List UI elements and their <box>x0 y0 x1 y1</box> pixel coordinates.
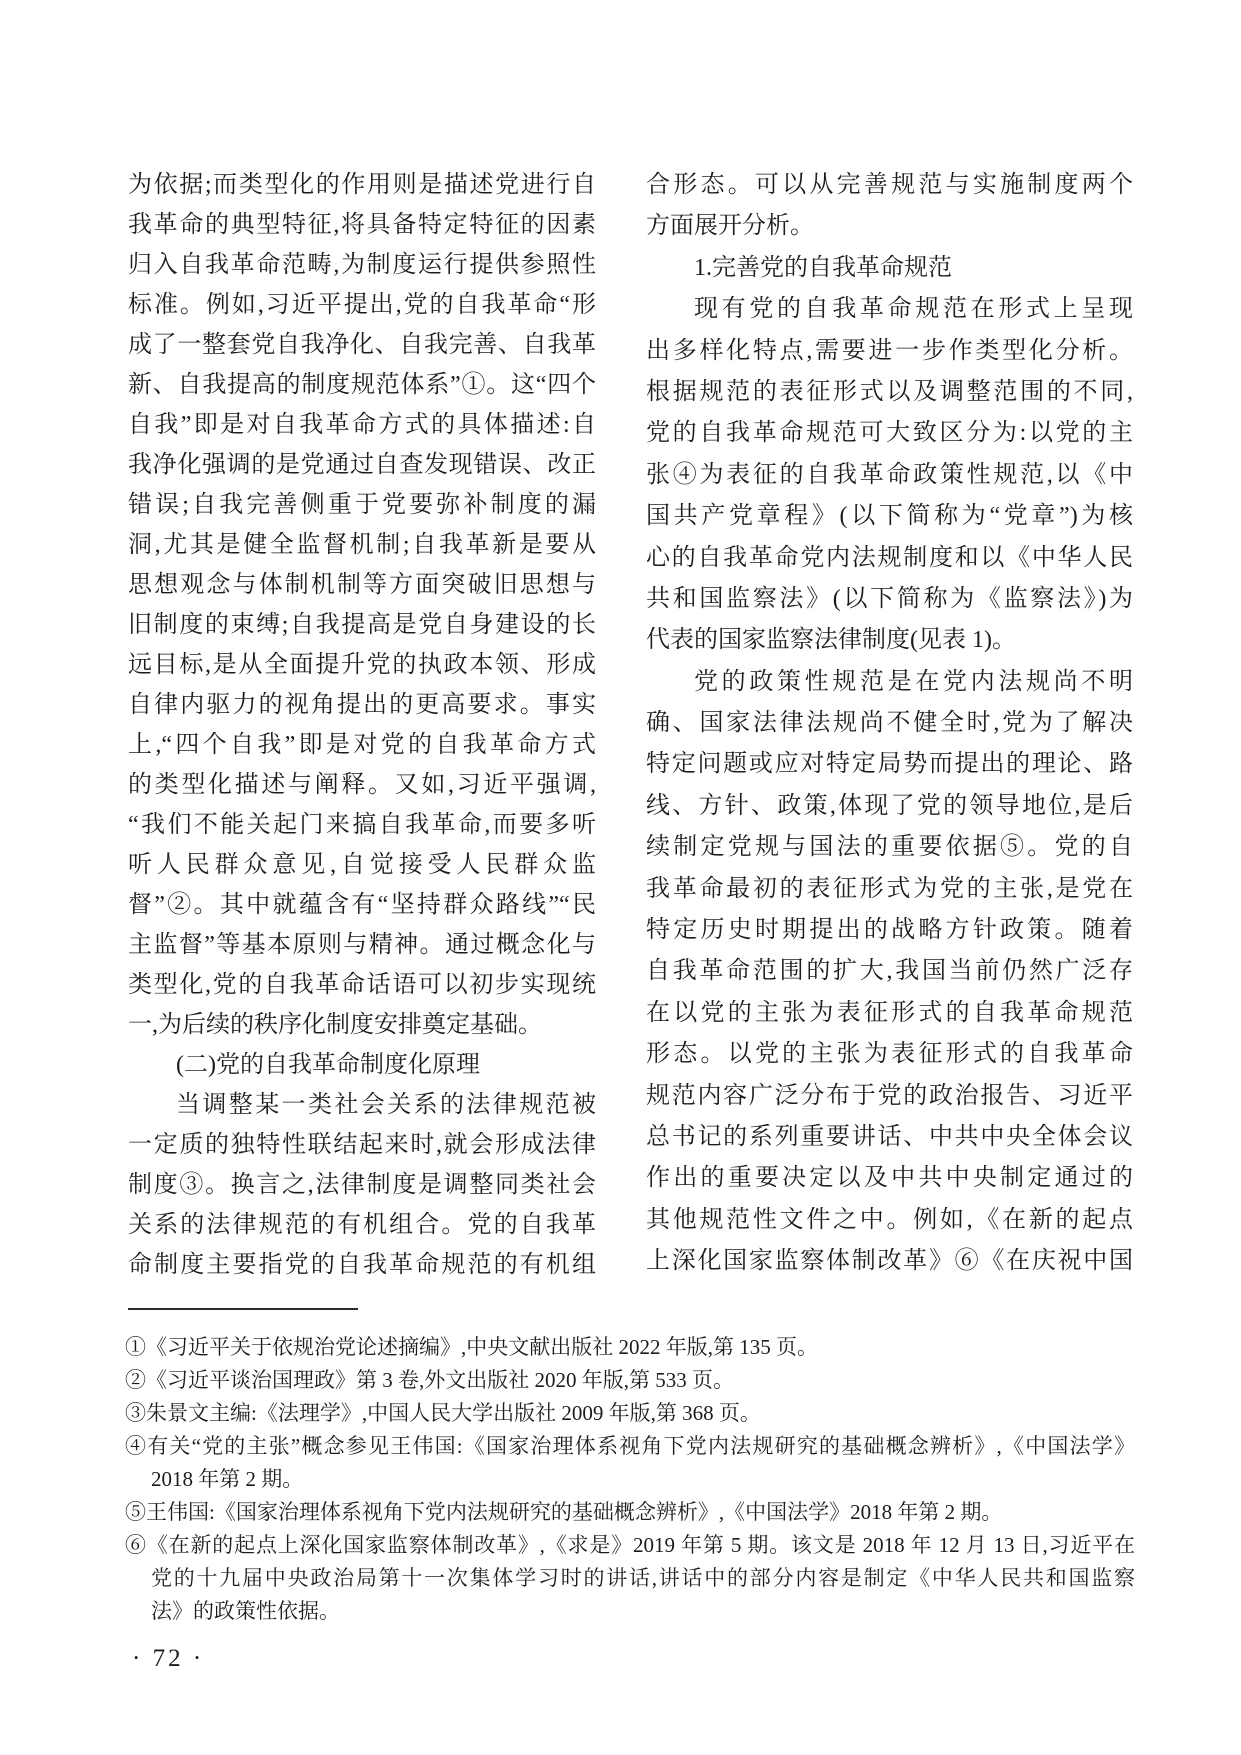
text-line: 督”②。其中就蕴含有“坚持群众路线”“民 <box>128 892 596 918</box>
page-number: · 72 · <box>132 1645 205 1672</box>
text-line: 我革命的典型特征,将具备特定特征的因素 <box>128 212 596 238</box>
text-line: 国共产党章程》(以下简称为“党章”)为核 <box>646 503 1133 530</box>
text-line: 现有党的自我革命规范在形式上呈现 <box>694 296 1133 323</box>
text-line: 特定历史时期提出的战略方针政策。随着 <box>646 917 1133 944</box>
text-line: 的类型化描述与阐释。又如,习近平强调, <box>128 772 596 798</box>
text-line: ⑥《在新的起点上深化国家监察体制改革》,《求是》2019 年第 5 期。该文是 2018 年 12 月 13 日,习近平在 <box>125 1533 1135 1557</box>
left-column <box>128 165 596 1285</box>
text-line: 制度③。换言之,法律制度是调整同类社会 <box>128 1172 596 1198</box>
text-line: 特定问题或应对特定局势而提出的理论、路 <box>646 751 1133 778</box>
text-line: 确、国家法律法规尚不健全时,党为了解决 <box>646 710 1133 737</box>
text-line: 标准。例如,习近平提出,党的自我革命“形 <box>128 292 596 318</box>
text-line: ①《习近平关于依规治党论述摘编》,中央文献出版社 2022 年版,第 135 页。 <box>125 1335 818 1359</box>
text-line: 洞,尤其是健全监督机制;自我革新是要从 <box>128 532 596 558</box>
text-line: 续制定党规与国法的重要依据⑤。党的自 <box>646 834 1133 861</box>
text-line: 命制度主要指党的自我革命规范的有机组 <box>128 1252 596 1278</box>
text-line: 听人民群众意见,自觉接受人民群众监 <box>128 852 596 878</box>
text-line: 规范内容广泛分布于党的政治报告、习近平 <box>646 1082 1133 1109</box>
text-line: 张④为表征的自我革命政策性规范,以《中 <box>646 461 1133 488</box>
text-line: 我革命最初的表征形式为党的主张,是党在 <box>646 875 1133 902</box>
text-line: “我们不能关起门来搞自我革命,而要多听 <box>128 812 596 838</box>
text-line: (二)党的自我革命制度化原理 <box>176 1052 480 1078</box>
text-line: 新、自我提高的制度规范体系”①。这“四个 <box>128 372 596 398</box>
text-line: ③朱景文主编:《法理学》,中国人民大学出版社 2009 年版,第 368 页。 <box>125 1401 761 1425</box>
text-line: 类型化,党的自我革命话语可以初步实现统 <box>128 972 596 998</box>
text-line: 当调整某一类社会关系的法律规范被 <box>176 1092 596 1118</box>
text-line: 成了一整套党自我净化、自我完善、自我革 <box>128 332 596 358</box>
text-line: 2018 年第 2 期。 <box>151 1467 304 1491</box>
text-line: 党的十九届中央政治局第十一次集体学习时的讲话,讲话中的部分内容是制定《中华人民共和国监察 <box>151 1566 1135 1590</box>
footnote-separator <box>128 1308 358 1310</box>
text-line: 归入自我革命范畴,为制度运行提供参照性 <box>128 252 596 278</box>
text-line: 出多样化特点,需要进一步作类型化分析。 <box>646 337 1133 364</box>
right-column <box>646 165 1133 1283</box>
text-line: 法》的政策性依据。 <box>151 1599 340 1623</box>
text-line: 自我”即是对自我革命方式的具体描述:自 <box>128 412 596 438</box>
text-line: 作出的重要决定以及中共中央制定通过的 <box>646 1165 1133 1192</box>
text-line: 错误;自我完善侧重于党要弥补制度的漏 <box>128 492 596 518</box>
text-line: ④有关“党的主张”概念参见王伟国:《国家治理体系视角下党内法规研究的基础概念辨析》,《中国法学》 <box>125 1434 1135 1458</box>
text-line: 共和国监察法》(以下简称为《监察法》)为 <box>646 585 1133 612</box>
footnotes <box>125 1331 1135 1628</box>
text-line: 主监督”等基本原则与精神。通过概念化与 <box>128 932 596 958</box>
text-line: ⑤王伟国:《国家治理体系视角下党内法规研究的基础概念辨析》,《中国法学》2018 年第 2 期。 <box>125 1500 1003 1524</box>
text-line: 总书记的系列重要讲话、中共中央全体会议 <box>646 1123 1133 1150</box>
text-line: ②《习近平谈治国理政》第 3 卷,外文出版社 2020 年版,第 533 页。 <box>125 1368 734 1392</box>
text-line: 党的政策性规范是在党内法规尚不明 <box>694 668 1133 695</box>
text-line: 1.完善党的自我革命规范 <box>694 254 952 281</box>
text-line: 合形态。可以从完善规范与实施制度两个 <box>646 172 1133 198</box>
text-line: 线、方针、政策,体现了党的领导地位,是后 <box>646 792 1133 819</box>
text-line: 代表的国家监察法律制度(见表 1)。 <box>646 627 1016 654</box>
text-line: 党的自我革命规范可大致区分为:以党的主 <box>646 420 1133 447</box>
text-line: 自我革命范围的扩大,我国当前仍然广泛存 <box>646 958 1133 985</box>
text-line: 为依据;而类型化的作用则是描述党进行自 <box>128 172 596 198</box>
text-line: 自律内驱力的视角提出的更高要求。事实 <box>128 692 596 718</box>
text-line: 心的自我革命党内法规制度和以《中华人民 <box>646 544 1133 571</box>
text-line: 远目标,是从全面提升党的执政本领、形成 <box>128 652 596 678</box>
text-line: 我净化强调的是党通过自查发现错误、改正 <box>128 452 596 478</box>
text-line: 一,为后续的秩序化制度安排奠定基础。 <box>128 1012 542 1038</box>
text-line: 在以党的主张为表征形式的自我革命规范 <box>646 999 1133 1026</box>
text-line: 思想观念与体制机制等方面突破旧思想与 <box>128 572 596 598</box>
text-line: 方面展开分析。 <box>646 213 814 240</box>
text-line: 形态。以党的主张为表征形式的自我革命 <box>646 1041 1133 1068</box>
text-line: 旧制度的束缚;自我提高是党自身建设的长 <box>128 612 596 638</box>
text-line: 上深化国家监察体制改革》⑥《在庆祝中国 <box>646 1248 1133 1275</box>
text-line: 根据规范的表征形式以及调整范围的不同, <box>646 378 1133 405</box>
text-line: 一定质的独特性联结起来时,就会形成法律 <box>128 1132 596 1158</box>
text-line: 其他规范性文件之中。例如,《在新的起点 <box>646 1206 1133 1233</box>
text-line: 上,“四个自我”即是对党的自我革命方式 <box>128 732 596 758</box>
text-line: 关系的法律规范的有机组合。党的自我革 <box>128 1212 596 1238</box>
